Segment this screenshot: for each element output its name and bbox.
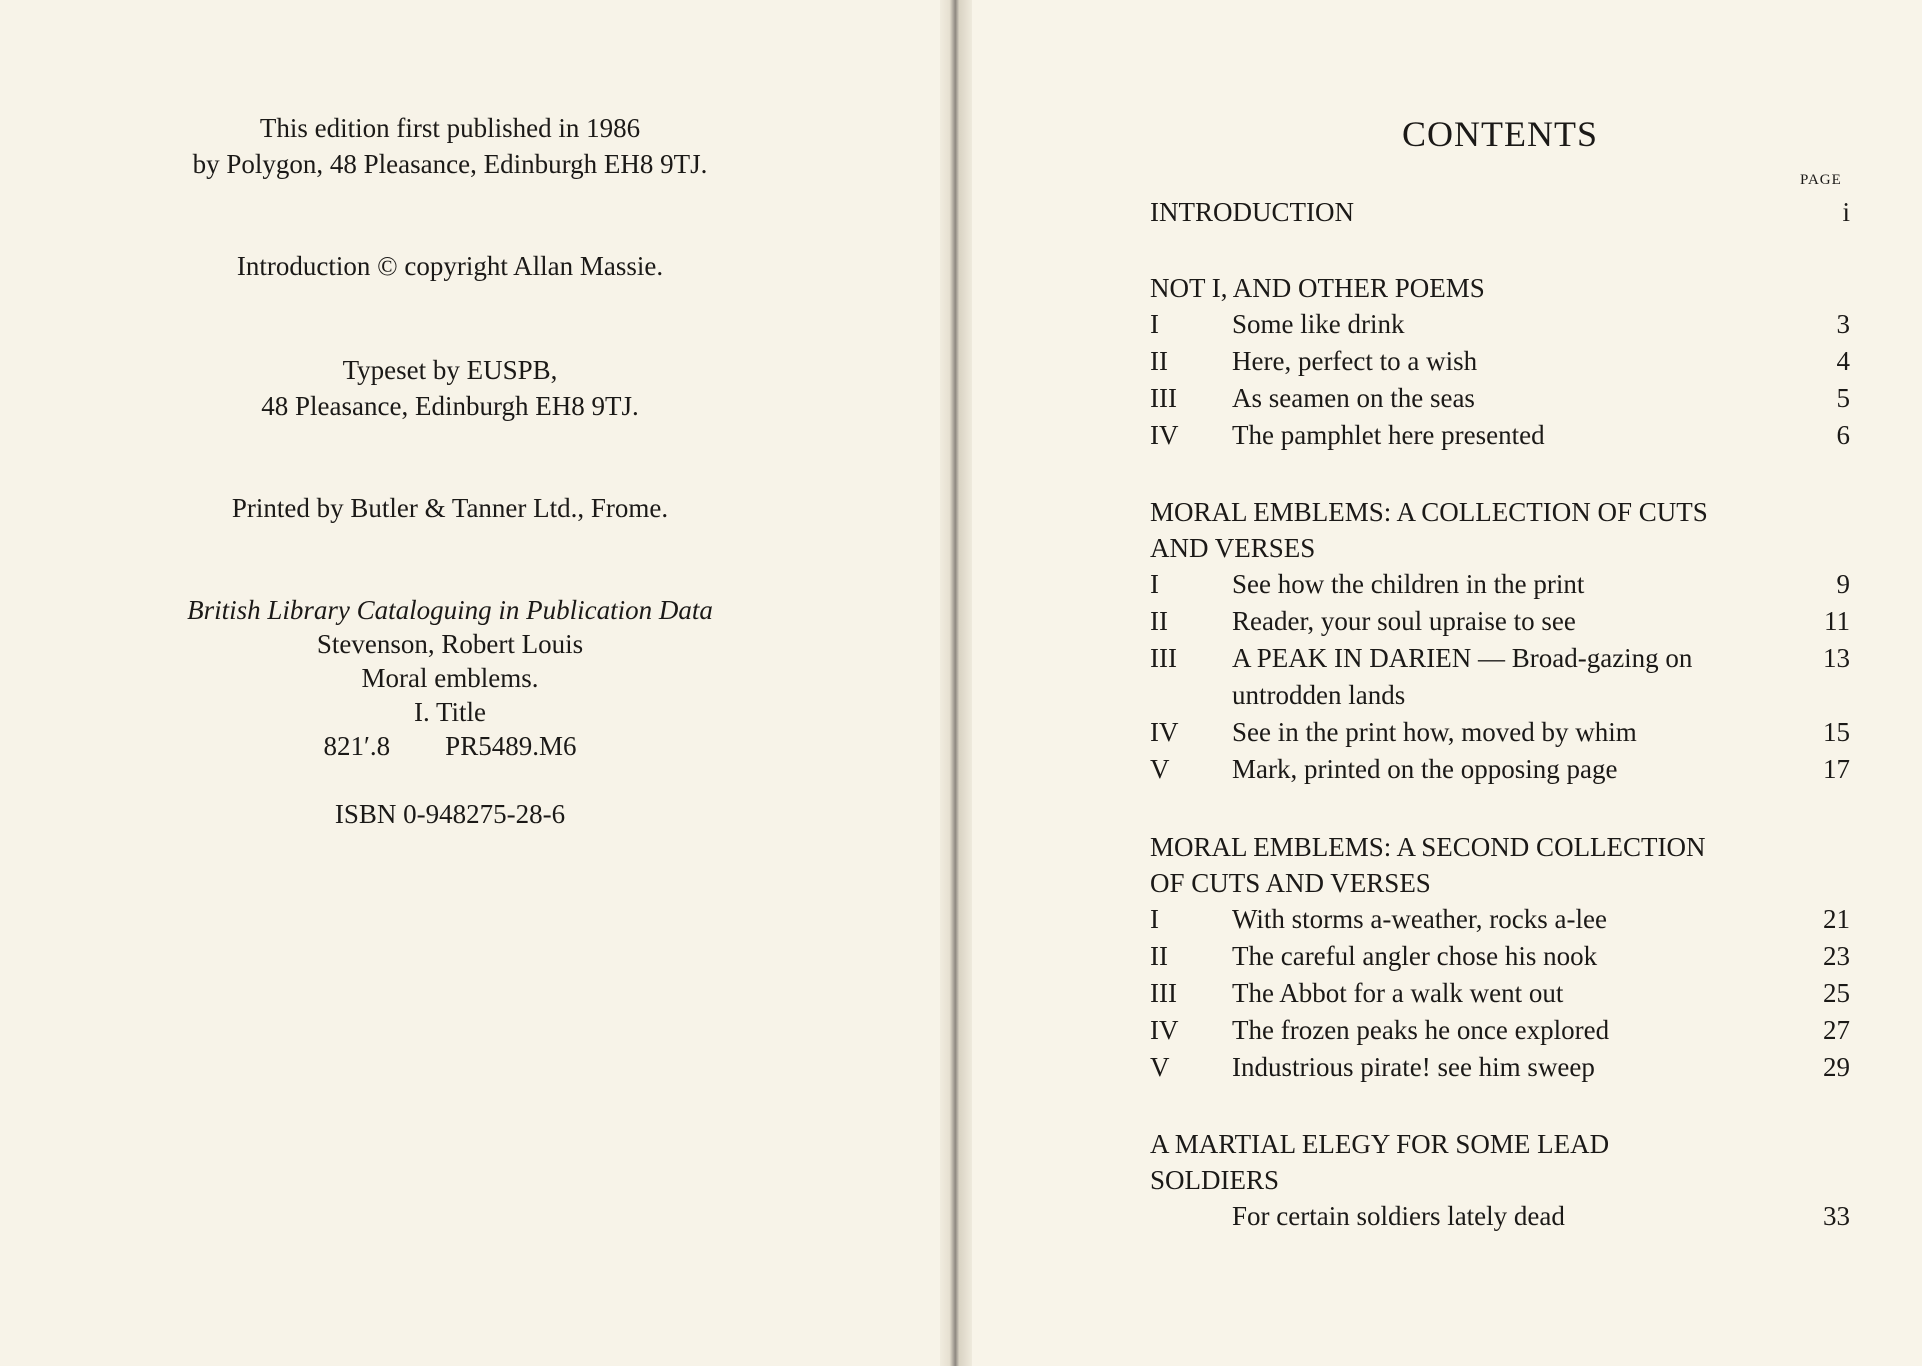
toc-section-heading: MORAL EMBLEMS: A COLLECTION OF CUTS [1150,497,1708,527]
toc-entry-number: I [1150,904,1159,934]
toc-entry-title: Industrious pirate! see him sweep [1232,1052,1595,1082]
toc-entry-number: I [1150,309,1159,339]
toc-entry-number: II [1150,606,1168,636]
toc-section [1150,829,1850,1086]
cip-classification-row [100,729,800,763]
publication-line-1: This edition first published in 1986 [259,113,641,143]
toc-entry-number: II [1150,346,1168,376]
toc-page-number: 17 [1823,754,1850,784]
toc-entry [1150,417,1850,454]
toc-page-number: 23 [1823,941,1850,971]
cip-classification: 821′.8 [323,731,391,761]
printer-line: Printed by Butler & Tanner Ltd., Frome. [231,493,669,523]
toc-entry-number: V [1150,1052,1170,1082]
toc-entry-title: As seamen on the seas [1232,383,1475,413]
toc-introduction [1150,194,1850,231]
toc-page-number: 6 [1836,420,1850,450]
toc-entry-title: The pamphlet here presented [1232,420,1545,450]
toc-section-heading: NOT I, AND OTHER POEMS [1150,273,1485,303]
toc-entry [1150,640,1850,714]
toc-section-heading: A MARTIAL ELEGY FOR SOME LEAD [1150,1129,1610,1159]
toc-entry [1150,343,1850,380]
toc-page-number: 4 [1836,346,1850,376]
isbn-line: ISBN 0-948275-28-6 [334,799,566,829]
cip-subject: I. Title [413,697,487,727]
toc-entry-title: The careful angler chose his nook [1232,941,1598,971]
publication-notice [100,110,800,182]
toc-entry-title: See how the children in the print [1232,569,1585,599]
toc-entry [1150,1198,1850,1235]
cip-author: Stevenson, Robert Louis [316,629,584,659]
toc-entry-title: A PEAK IN DARIEN — Broad-gazing on untrodden lands [1232,643,1693,710]
toc-entry [1150,566,1850,603]
toc-page-number: 5 [1836,383,1850,413]
toc-entry [1150,938,1850,975]
copyright-line: Introduction © copyright Allan Massie. [236,251,664,281]
toc-section-heading: MORAL EMBLEMS: A SECOND COLLECTION [1150,832,1706,862]
cip-block [100,593,800,763]
toc-entry-number: II [1150,941,1168,971]
toc-entry-title: See in the print how, moved by whim [1232,717,1637,747]
toc-entry-title: Here, perfect to a wish [1232,346,1478,376]
toc-section [1150,494,1850,788]
toc-entry [1150,194,1850,231]
toc-entry [1150,901,1850,938]
toc-section-heading-cont: AND VERSES [1150,533,1316,563]
toc-entry-title: Some like drink [1232,309,1405,339]
toc-entry [1150,380,1850,417]
toc-section-heading-cont: OF CUTS AND VERSES [1150,868,1431,898]
toc-section [1150,1126,1850,1235]
typeset-line-1: Typeset by EUSPB, [342,355,558,385]
cip-call-number: PR5489.M6 [445,731,577,761]
toc-entry-title: Mark, printed on the opposing page [1232,754,1618,784]
isbn-notice [100,796,800,832]
toc-entry [1150,306,1850,343]
toc-entry [1150,751,1850,788]
toc-introduction-label: INTRODUCTION [1150,197,1354,227]
toc-entry [1150,714,1850,751]
publication-line-2: by Polygon, 48 Pleasance, Edinburgh EH8 9TJ. [192,149,708,179]
toc-entry [1150,1049,1850,1086]
toc-entry-title: The Abbot for a walk went out [1232,978,1564,1008]
toc-section [1150,270,1850,454]
contents-title: CONTENTS [1402,114,1598,154]
toc-page-number: 21 [1823,904,1850,934]
toc-entry-title: For certain soldiers lately dead [1232,1201,1565,1231]
toc-section-heading-cont: SOLDIERS [1150,1165,1280,1195]
toc-page-number: 33 [1823,1201,1850,1231]
printer-notice [100,490,800,526]
toc-entry-title: The frozen peaks he once explored [1232,1015,1610,1045]
toc-entry-number: IV [1150,717,1179,747]
toc-page-number: 15 [1823,717,1850,747]
toc-entry-number: V [1150,754,1170,784]
toc-page-number: 3 [1836,309,1850,339]
toc-entry-title: Reader, your soul upraise to see [1232,606,1576,636]
toc-entry [1150,1012,1850,1049]
toc-entry-number: III [1150,978,1177,1008]
toc-entry-number: III [1150,643,1177,673]
toc-page-number: 29 [1823,1052,1850,1082]
toc-entry-number: IV [1150,1015,1179,1045]
toc-entry-number: III [1150,383,1177,413]
toc-entry-title: With storms a-weather, rocks a-lee [1232,904,1607,934]
toc-page-number: 27 [1823,1015,1850,1045]
cip-heading: British Library Cataloguing in Publication Data [187,595,713,625]
typeset-notice [100,352,800,424]
typeset-line-2: 48 Pleasance, Edinburgh EH8 9TJ. [261,391,639,421]
toc-entry-number: I [1150,569,1159,599]
page-column-label: PAGE [1800,172,1842,188]
cip-title: Moral emblems. [361,663,539,693]
toc-entry [1150,603,1850,640]
toc-entry-number: IV [1150,420,1179,450]
book-gutter [940,0,972,1366]
toc-page-number: 25 [1823,978,1850,1008]
toc-page-number: 13 [1823,643,1850,673]
toc-page-number: 9 [1836,569,1850,599]
toc-entry [1150,975,1850,1012]
toc-page-number: i [1842,197,1850,227]
copyright-notice [100,248,800,284]
toc-page-number: 11 [1824,606,1850,636]
